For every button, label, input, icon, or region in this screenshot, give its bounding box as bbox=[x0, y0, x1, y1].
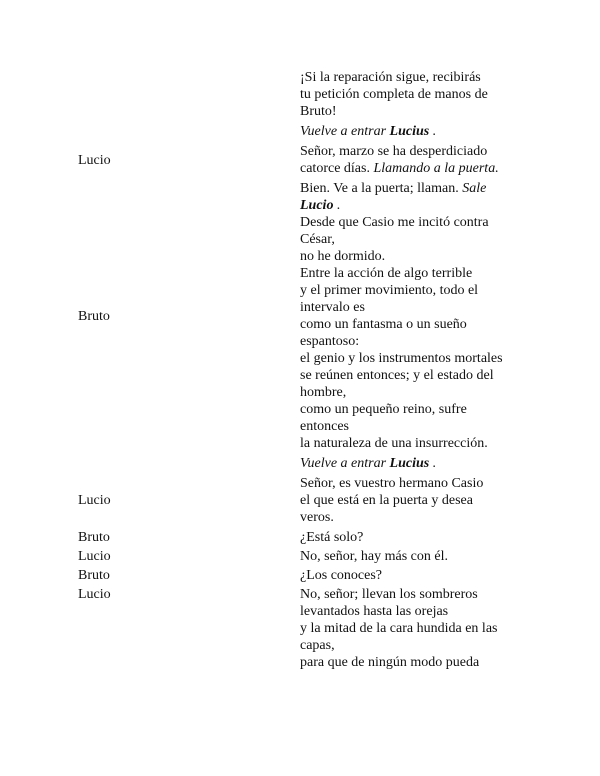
dialogue-line: Señor, es vuestro hermano Casio bbox=[300, 476, 484, 491]
dialogue-line: como un pequeño reino, sufre bbox=[300, 402, 467, 417]
speaker-name: Bruto bbox=[78, 530, 110, 545]
stage-direction bbox=[300, 455, 525, 472]
dialogue-line: Bruto! bbox=[300, 104, 337, 119]
dialogue-line: Bien. Ve a la puerta; llaman. bbox=[300, 181, 463, 196]
dialogue-row bbox=[78, 143, 528, 177]
dialogue-line: tu petición completa de manos de bbox=[300, 87, 488, 102]
dialogue-row bbox=[78, 529, 528, 546]
dialogue-line: No, señor; llevan los sombreros bbox=[300, 587, 478, 602]
dialogue-line: Entre la acción de algo terrible bbox=[300, 266, 473, 281]
character-name: Lucius bbox=[389, 456, 430, 471]
dialogue-line: ¿Está solo? bbox=[300, 530, 364, 545]
dialogue-line: Desde que Casio me incitó contra bbox=[300, 215, 489, 230]
dialogue-row bbox=[78, 180, 528, 452]
dialogue-text bbox=[300, 567, 525, 584]
stage-direction-inline: Sale bbox=[462, 181, 487, 196]
dialogue-line: levantados hasta las orejas bbox=[300, 604, 449, 619]
dialogue-line: como un fantasma o un sueño bbox=[300, 317, 467, 332]
dialogue-line: ¿Los conoces? bbox=[300, 568, 383, 583]
dialogue-line: la naturaleza de una insurrección. bbox=[300, 436, 488, 451]
dialogue-line: capas, bbox=[300, 638, 335, 653]
dialogue-line: el que está en la puerta y desea bbox=[300, 493, 473, 508]
dialogue-text bbox=[300, 69, 525, 120]
speaker-name: Bruto bbox=[78, 308, 110, 324]
stage-direction bbox=[300, 123, 525, 140]
dialogue-line: espantoso: bbox=[300, 334, 360, 349]
dialogue-line: No, señor, hay más con él. bbox=[300, 549, 448, 564]
dialogue-line: Señor, marzo se ha desperdiciado bbox=[300, 144, 488, 159]
dialogue-text bbox=[300, 586, 525, 671]
dialogue-row bbox=[78, 567, 528, 584]
dialogue-line: catorce días. bbox=[300, 161, 374, 176]
dialogue-text bbox=[300, 180, 525, 452]
script-table bbox=[78, 69, 528, 674]
character-name: Lucius bbox=[389, 124, 430, 139]
dialogue-line: el genio y los instrumentos mortales bbox=[300, 351, 503, 366]
dialogue-line: para que de ningún modo pueda bbox=[300, 655, 480, 670]
dialogue-text bbox=[300, 548, 525, 565]
dialogue-text bbox=[300, 475, 525, 526]
dialogue-text bbox=[300, 529, 525, 546]
stage-direction-row bbox=[78, 455, 528, 472]
stage-direction-row bbox=[78, 123, 528, 140]
stage-direction-inline: Llamando a la puerta. bbox=[373, 161, 499, 176]
speaker-name: Lucio bbox=[78, 493, 111, 508]
dialogue-line: veros. bbox=[300, 510, 334, 525]
stage-direction-suffix: . bbox=[429, 124, 437, 139]
stage-direction-text: Vuelve a entrar bbox=[300, 124, 390, 139]
speaker-name: Bruto bbox=[78, 568, 110, 583]
dialogue-row bbox=[78, 586, 528, 671]
dialogue-line: ¡Si la reparación sigue, recibirás bbox=[300, 70, 481, 85]
dialogue-text bbox=[300, 143, 525, 177]
dialogue-line: entonces bbox=[300, 419, 349, 434]
dialogue-row bbox=[78, 548, 528, 565]
speaker-name: Lucio bbox=[78, 152, 111, 168]
dialogue-line: no he dormido. bbox=[300, 249, 386, 264]
dialogue-line: y la mitad de la cara hundida en las bbox=[300, 621, 498, 636]
speaker-name: Lucio bbox=[78, 587, 111, 602]
stage-direction-suffix: . bbox=[333, 198, 341, 213]
dialogue-line: y el primer movimiento, todo el bbox=[300, 283, 479, 298]
stage-direction-suffix: . bbox=[429, 456, 437, 471]
speaker-name: Lucio bbox=[78, 549, 111, 564]
dialogue-line: César, bbox=[300, 232, 335, 247]
dialogue-row bbox=[78, 475, 528, 526]
dialogue-line: intervalo es bbox=[300, 300, 365, 315]
stage-direction-text: Vuelve a entrar bbox=[300, 456, 390, 471]
dialogue-line: hombre, bbox=[300, 385, 347, 400]
dialogue-line: se reúnen entonces; y el estado del bbox=[300, 368, 494, 383]
dialogue-row bbox=[78, 69, 528, 120]
character-name: Lucio bbox=[300, 198, 334, 213]
